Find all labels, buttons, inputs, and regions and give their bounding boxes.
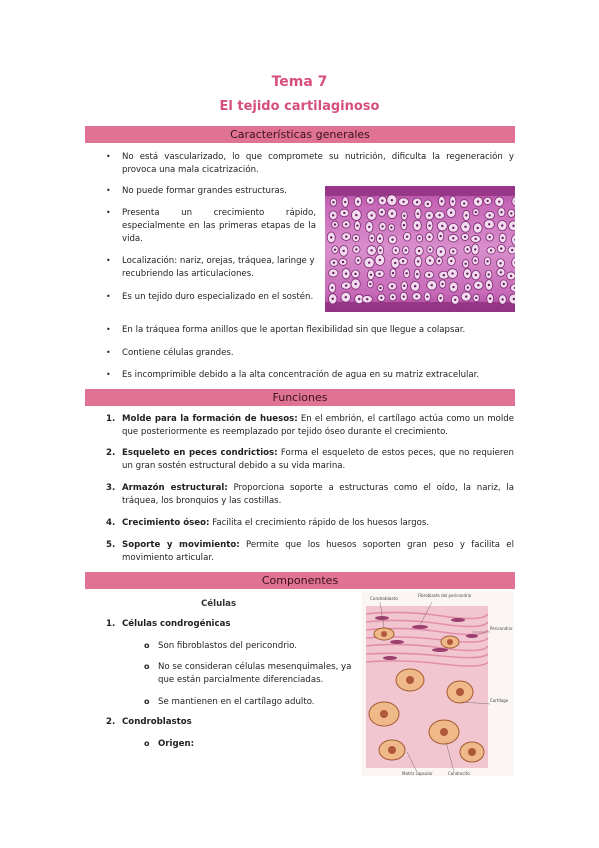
label-cartilago: Cartílago — [490, 698, 509, 703]
bullet-icon: • — [106, 208, 111, 217]
funcion-text: Forma el esqueleto de estos peces, que no requieren un gran sostén estructural debido a su vida marina. — [122, 448, 514, 471]
funcion-term: Soporte y movimiento: — [122, 540, 240, 550]
general-bullet-8: Es incomprimible debido a la alta concentración de agua en su matriz extracelular. — [122, 370, 480, 380]
funcion-text: Facilita el crecimiento rápido de los huesos largos. — [212, 518, 430, 528]
circle-bullet-icon: o — [144, 662, 150, 671]
general-bullet-7: Contiene células grandes. — [122, 348, 234, 358]
bullet-icon: • — [106, 325, 111, 334]
perichondrium-figure — [362, 592, 514, 776]
bullet-icon: • — [106, 370, 111, 379]
funcion-item-4 — [122, 517, 514, 530]
section-header-funciones: Funciones — [85, 389, 515, 406]
condrogenica-bullet-2: No se consideran células mesenquimales, ya que están parcialmente diferenciadas. — [158, 662, 352, 685]
label-condroblasto: Condroblasto — [370, 596, 398, 601]
condrogenica-bullet-3: Se mantienen en el cartílago adulto. — [158, 697, 315, 707]
celulas-subheading: Células — [201, 599, 237, 609]
bullet-icon: • — [106, 152, 111, 161]
label-condrocito: Condrocito — [448, 771, 470, 776]
componente-item-1: Células condrogénicas — [122, 619, 231, 629]
page-title: El tejido cartilaginoso — [219, 99, 380, 114]
label-matriz: Matriz capsular — [402, 771, 433, 776]
condrogenica-bullet-1: Son fibroblastos del pericondrio. — [158, 641, 297, 651]
label-fibroblasto: Fibroblasto del pericondrio — [418, 593, 472, 598]
general-bullet-2: No puede formar grandes estructuras. — [122, 186, 287, 196]
bullet-icon: • — [106, 292, 111, 301]
funcion-number: 5. — [106, 540, 116, 550]
circle-bullet-icon: o — [144, 641, 150, 650]
funcion-term: Armazón estructural: — [122, 483, 228, 493]
funcion-item-5 — [122, 539, 514, 565]
funcion-term: Crecimiento óseo: — [122, 518, 210, 528]
label-pericondrio: Pericondrio — [490, 626, 513, 631]
funcion-item-1 — [122, 413, 514, 439]
page-tema: Tema 7 — [271, 74, 328, 90]
funcion-number: 3. — [106, 483, 116, 493]
funcion-term: Molde para la formación de huesos: — [122, 414, 298, 424]
funcion-number: 1. — [106, 414, 116, 424]
funcion-number: 2. — [106, 448, 116, 458]
circle-bullet-icon: o — [144, 697, 150, 706]
section-header-componentes: Componentes — [85, 572, 515, 589]
general-bullet-3: Presenta un crecimiento rápido, especialmente en las primeras etapas de la vida. — [122, 208, 316, 244]
componente-item-2: Condroblastos — [122, 717, 192, 727]
componente-number: 1. — [106, 619, 116, 629]
hyaline-cartilage-micrograph — [325, 186, 515, 312]
origen-label: Origen: — [158, 739, 195, 749]
general-bullet-4: Localización: nariz, orejas, tráquea, laringe y recubriendo las articulaciones. — [122, 256, 315, 279]
funcion-term: Esqueleto en peces condrictios: — [122, 448, 278, 458]
componente-number: 2. — [106, 717, 116, 727]
funcion-text: Permite que los huesos soporten gran peso y facilita el movimiento articular. — [122, 540, 514, 563]
general-bullet-5: Es un tejido duro especializado en el sostén. — [122, 292, 314, 302]
section-header-general: Características generales — [85, 126, 515, 143]
circle-bullet-icon: o — [144, 739, 150, 748]
funcion-number: 4. — [106, 518, 116, 528]
bullet-icon: • — [106, 256, 111, 265]
bullet-icon: • — [106, 186, 111, 195]
funcion-text: Proporciona soporte a estructuras como el oído, la nariz, la tráquea, los bronquios y las costillas. — [122, 483, 514, 506]
general-bullet-6: En la tráquea forma anillos que le aportan flexibilidad sin que llegue a colapsar. — [122, 325, 466, 335]
general-bullet-1: No está vascularizado, lo que compromete su nutrición, dificulta la regeneración y provoca una mala cicatrización. — [122, 152, 514, 175]
bullet-icon: • — [106, 348, 111, 357]
funcion-text: En el embrión, el cartílago actúa como un molde que posteriormente es reemplazado por tejido óseo durante el crecimiento. — [122, 414, 514, 437]
funcion-item-2 — [122, 447, 514, 473]
funcion-item-3 — [122, 482, 514, 508]
